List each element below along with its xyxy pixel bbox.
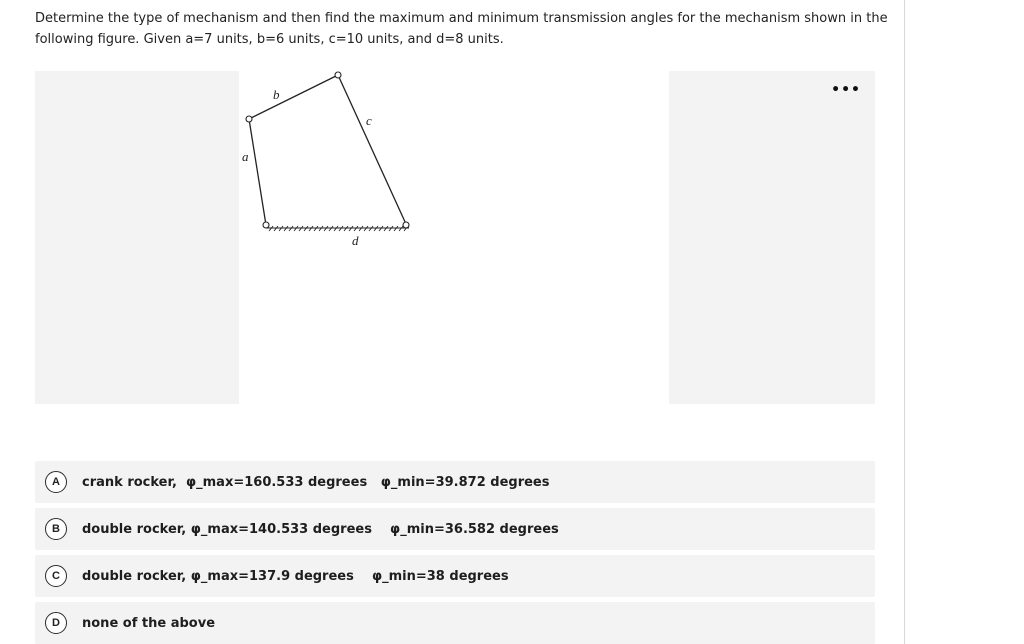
joint-bc [335,72,341,78]
link-c [338,75,406,224]
option-letter-badge: B [45,518,67,540]
joint-ab [246,116,252,122]
option-text: none of the above [82,615,216,631]
label-d: d [352,233,359,248]
answer-options [35,461,875,644]
label-c: c [366,113,372,128]
question-text [35,8,895,50]
more-horizontal-icon[interactable]: ••• [831,82,861,98]
option-text: double rocker, φ_max=140.533 degrees φ_min=36.582 degrees [82,521,559,537]
joint-ground-right [403,222,409,228]
question-line-2: following figure. Given a=7 units, b=6 units, c=10 units, and d=8 units. [35,32,504,47]
ground-hatching [266,226,409,231]
option-text: double rocker, φ_max=137.9 degrees φ_min=38 degrees [82,568,509,584]
option-a[interactable] [35,461,875,503]
label-a: a [242,149,249,164]
figure-panel-left [35,71,239,404]
option-text: crank rocker, φ_max=160.533 degrees φ_min=39.872 degrees [82,474,550,490]
figure-area [35,71,875,404]
link-b [249,75,338,119]
figure-panel-right [669,71,875,404]
option-b[interactable] [35,508,875,550]
label-b: b [273,87,280,102]
option-letter-badge: C [45,565,67,587]
option-c[interactable] [35,555,875,597]
question-line-1: Determine the type of mechanism and then find the maximum and minimum transmission angles for the mechanism shown in the [35,11,888,26]
option-letter-badge: A [45,471,67,493]
joint-ground-left [263,222,269,228]
link-a [249,119,266,225]
option-letter-badge: D [45,612,67,634]
mechanism-figure [239,71,669,404]
option-d[interactable] [35,602,875,644]
vertical-divider [904,0,905,644]
